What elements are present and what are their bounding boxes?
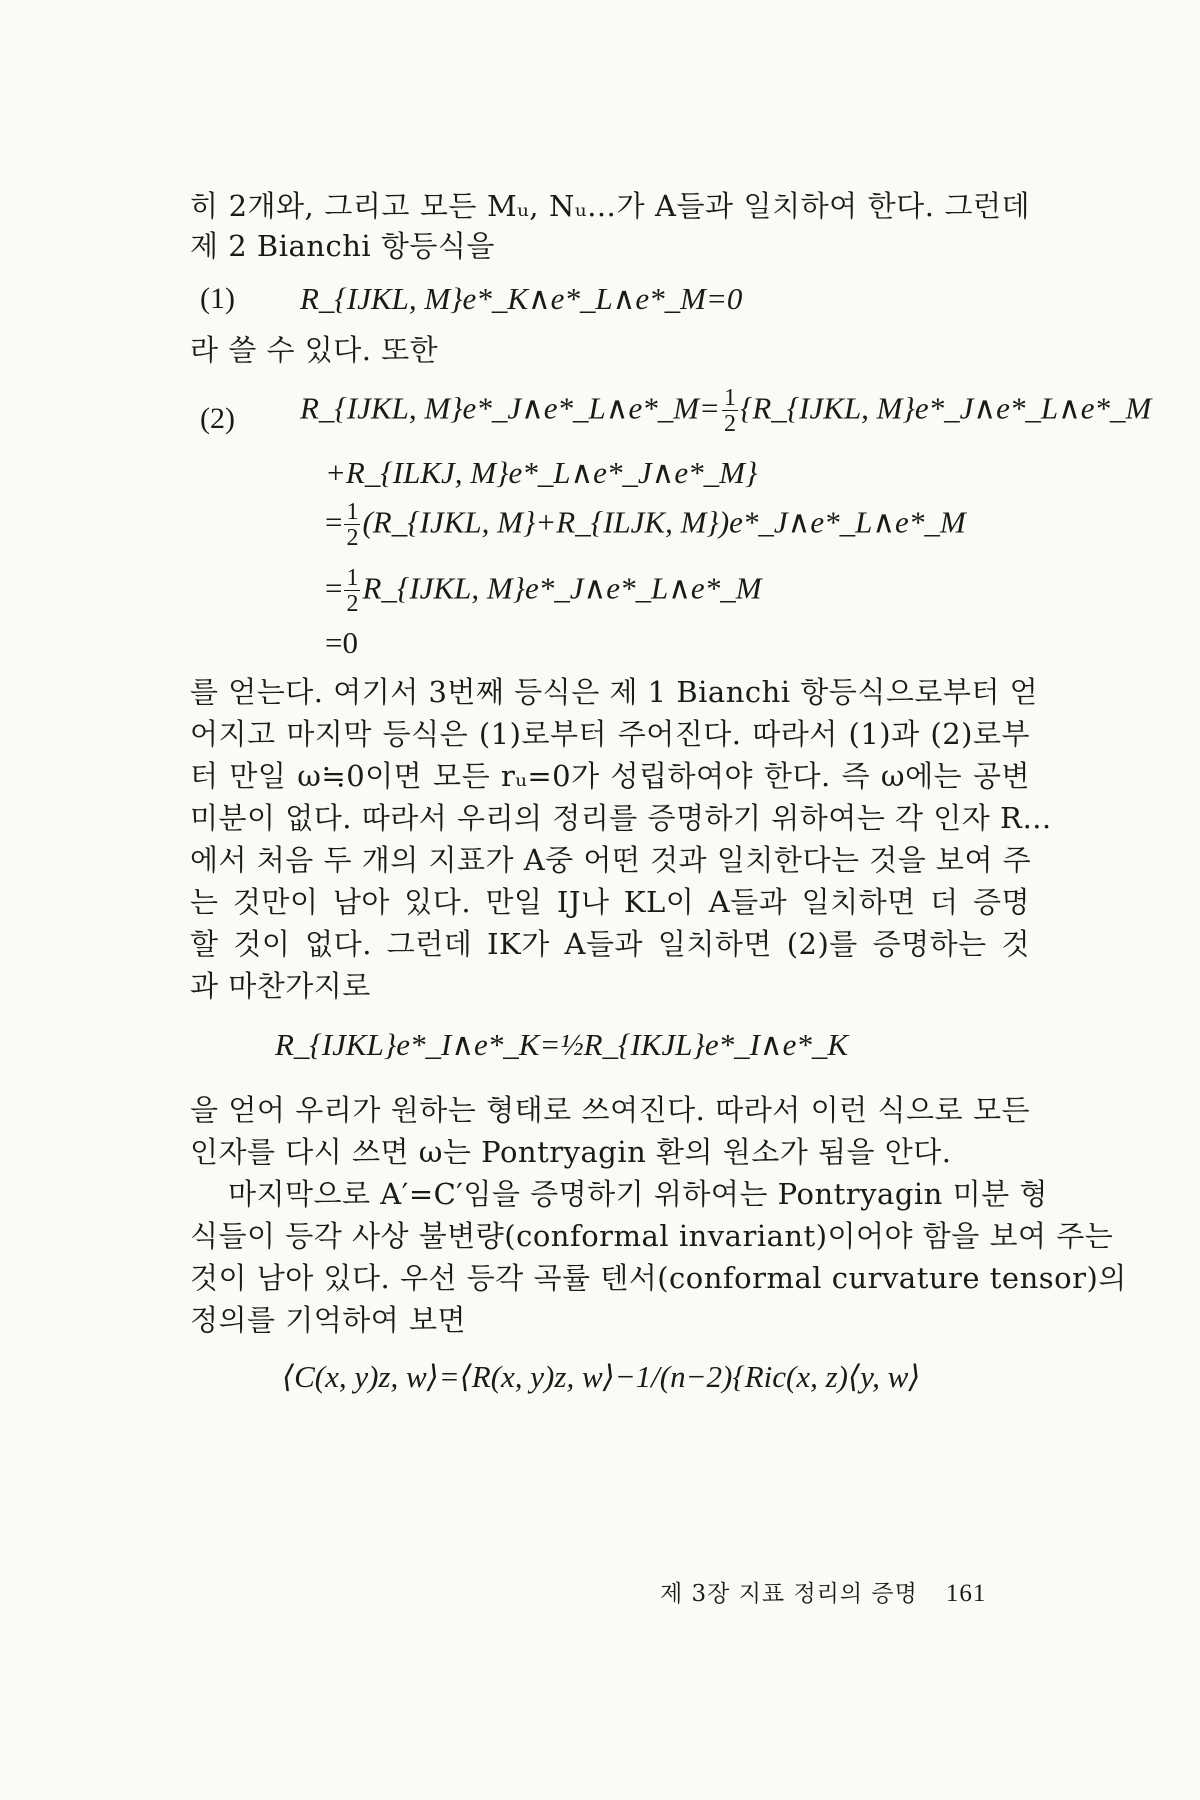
text-line-17: 정의를 기억하여 보면 [190,1303,467,1337]
text-line-5: 어지고 마지막 등식은 (1)로부터 주어진다. 따라서 (1)과 (2)로부 [190,717,1030,751]
text-line-10: 할 것이 없다. 그런데 IK가 A들과 일치하면 (2)를 증명하는 것 [190,927,1030,961]
fraction-numerator: 1 [346,565,359,591]
text-line-6: 터 만일 ω≒0이면 모든 rᵤ=0가 성립하여야 한다. 즉 ω에는 공변 [190,759,1030,793]
equation-2-line-4-expr: R_{IJKL, M}e*_J∧e*_L∧e*_M [362,570,762,606]
fraction-half-1 [722,386,738,437]
text-line-12: 을 얻어 우리가 원하는 형태로 쓰여진다. 따라서 이런 식으로 모든 [190,1093,1030,1127]
equation-label-2: (2) [200,402,235,435]
page-number: 161 [945,1580,987,1607]
equation-2-line-3-expr: (R_{IJKL, M}+R_{ILJK, M})e*_J∧e*_L∧e*_M [362,504,966,540]
equation-3: R_{IJKL}e*_I∧e*_K=½R_{IKJL}e*_I∧e*_K [275,1027,849,1062]
chapter-title: 제 3장 지표 정리의 증명 [660,1581,918,1607]
text-line-1: 히 2개와, 그리고 모든 Mᵤ, Nᵤ…가 A들과 일치하여 한다. 그런데 [190,189,1030,223]
equation-2-line-3: = $\frac{1}{2}$ (R_{IJKL, M}+R_{ILJK, M})e*_J∧e*_L∧e*_M [325,499,966,551]
equation-2-line-2: +R_{ILKJ, M}e*_L∧e*_J∧e*_M} [325,455,758,490]
text-line-8: 에서 처음 두 개의 지표가 A중 어떤 것과 일치한다는 것을 보여 주 [190,843,1032,877]
text-line-15: 식들이 등각 사상 불변량(conformal invariant)이어야 함을 보여 주는 [190,1219,1114,1253]
text-line-4: 를 얻는다. 여기서 3번째 등식은 제 1 Bianchi 항등식으로부터 얻 [190,675,1039,709]
fraction-numerator: 1 [723,385,736,411]
fraction-denominator: 2 [346,591,359,617]
text-line-13: 인자를 다시 쓰면 ω는 Pontryagin 환의 원소가 됨을 안다. [190,1135,952,1169]
text-line-2: 제 2 Bianchi 항등식을 [190,229,495,263]
equation-1: R_{IJKL, M}e*_K∧e*_L∧e*_M=0 [300,281,743,316]
equation-4: ⟨C(x, y)z, w⟩=⟨R(x, y)z, w⟩−1/(n−2){Ric(x, z)⟨y, w⟩ [282,1359,921,1394]
equation-label-1: (1) [200,282,235,315]
equation-2-line-1-right: {R_{IJKL, M}e*_J∧e*_L∧e*_M [739,390,1152,426]
equation-2-line-5: =0 [325,625,358,660]
text-line-7: 미분이 없다. 따라서 우리의 정리를 증명하기 위하여는 각 인자 R… [190,801,1052,835]
text-line-9: 는 것만이 남아 있다. 만일 IJ나 KL이 A들과 일치하면 더 증명 [190,885,1030,919]
fraction-half-3 [344,566,360,617]
text-line-11: 과 마찬가지로 [190,969,371,1003]
equation-2-line-1-left: R_{IJKL, M}e*_J∧e*_L∧e*_M= [300,390,720,426]
page-footer [660,1578,986,1610]
text-line-3: 라 쓸 수 있다. 또한 [190,333,439,367]
fraction-denominator: 2 [723,411,736,437]
equation-2-line-4: = $\frac{1}{2}$ R_{IJKL, M}e*_J∧e*_L∧e*_M [325,565,762,617]
fraction-denominator: 2 [346,525,359,551]
text-line-16: 것이 남아 있다. 우선 등각 곡률 텐서(conformal curvature tensor)의 [190,1261,1127,1295]
text-line-14: 마지막으로 A′=C′임을 증명하기 위하여는 Pontryagin 미분 형 [228,1177,1048,1211]
fraction-numerator: 1 [346,499,359,525]
fraction-half-2 [344,500,360,551]
equation-2-line-1 [300,386,1151,437]
